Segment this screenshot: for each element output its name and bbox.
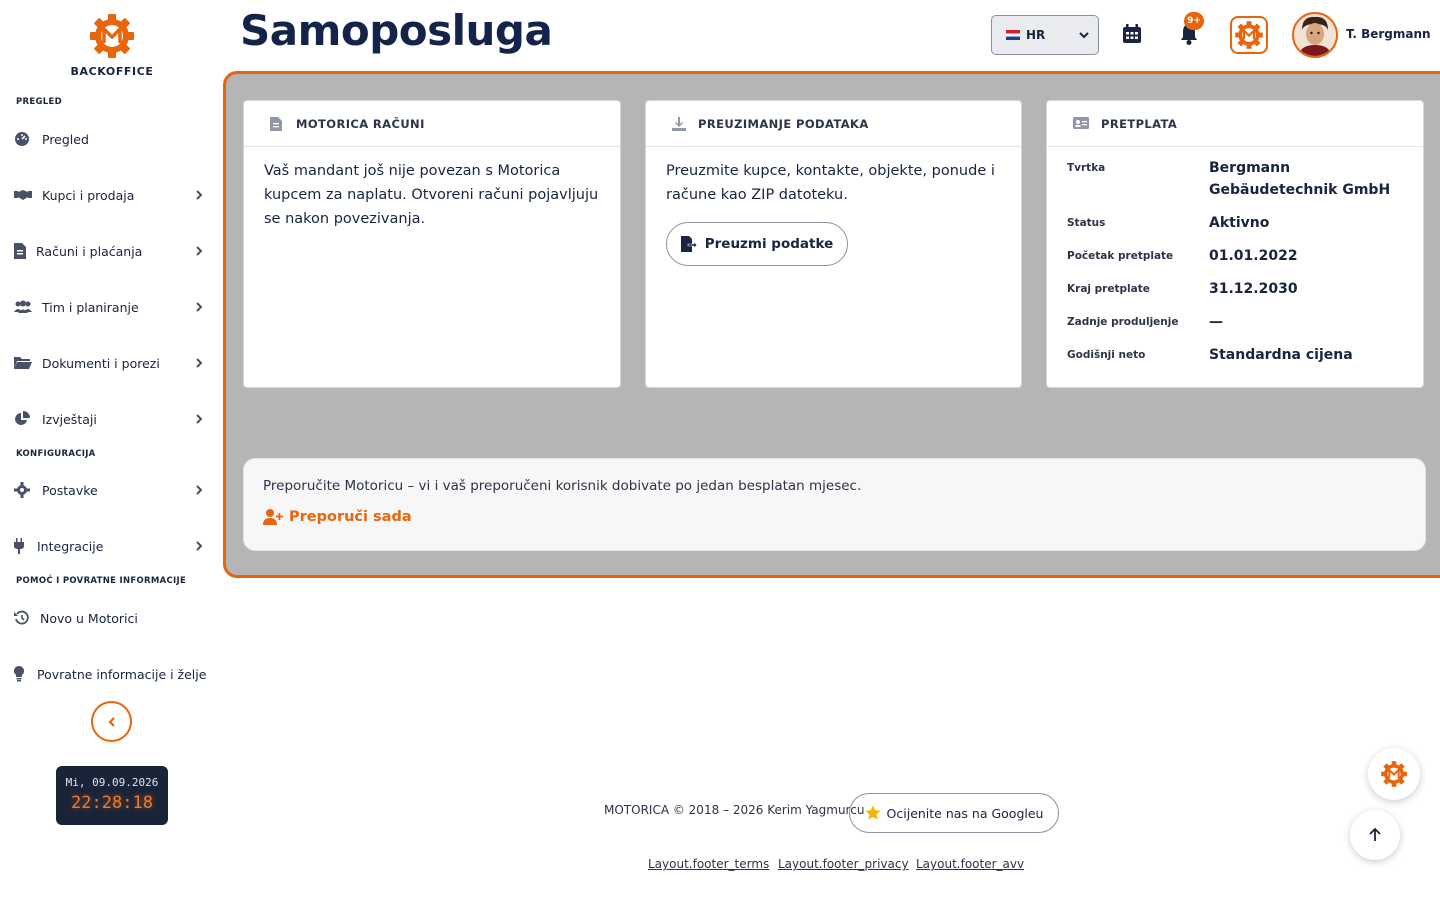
motorica-app-button[interactable]	[1230, 16, 1268, 54]
page-title: Samoposluga	[240, 6, 553, 55]
file-export-icon	[681, 236, 697, 252]
pie-chart-icon	[14, 411, 34, 427]
motorica-logo-icon[interactable]	[88, 12, 136, 60]
chevron-left-icon	[106, 716, 118, 728]
footer-link-terms[interactable]: Layout.footer_terms	[648, 857, 770, 871]
row-label: Zadnje produljenje	[1067, 316, 1179, 328]
card-title: MOTORICA RAČUNI	[296, 116, 425, 131]
footer-copyright: MOTORICA © 2018 – 2026 Kerim Yagmurcu	[604, 803, 865, 817]
logo-text: BACKOFFICE	[70, 65, 154, 78]
sidebar-item-postavke[interactable]	[14, 476, 210, 504]
motorica-logo-icon	[1234, 20, 1264, 50]
sidebar-item-racuni[interactable]	[14, 237, 210, 265]
chevron-right-icon	[192, 244, 206, 258]
row-value: Bergmann Gebäudetechnik GmbH	[1209, 160, 1391, 198]
notification-badge: 9+	[1184, 12, 1204, 30]
clock-time: 22:28:18	[71, 793, 153, 813]
folder-icon	[14, 355, 34, 371]
users-icon	[14, 299, 34, 315]
sidebar-item-label: Postavke	[42, 482, 98, 498]
row-label: Status	[1067, 217, 1106, 229]
footer-link-avv[interactable]: Layout.footer_avv	[916, 857, 1025, 871]
section-title-help: POMOĆ I POVRATNE INFORMACIJE	[16, 576, 187, 586]
sidebar-item-dokumenti[interactable]	[14, 349, 210, 377]
row-value: 01.01.2022	[1209, 248, 1298, 264]
language-select[interactable]	[991, 15, 1099, 55]
row-label: Godišnji neto	[1067, 349, 1146, 361]
main-content	[223, 71, 1440, 578]
card-text: Vaš mandant još nije povezan s Motorica kupcem za naplatu. Otvoreni računi pojavljuju se nakon povezivanja.	[264, 163, 599, 227]
row-value: —	[1209, 314, 1223, 330]
sidebar-item-label: Tim i planiranje	[42, 299, 139, 315]
footer-link-privacy[interactable]: Layout.footer_privacy	[778, 857, 909, 871]
sidebar-item-integracije[interactable]	[14, 532, 210, 560]
user-plus-icon	[263, 509, 283, 525]
row-value: 31.12.2030	[1209, 281, 1298, 297]
calendar-icon[interactable]	[1120, 22, 1144, 46]
croatia-flag-icon	[1006, 30, 1020, 40]
row-label: Kraj pretplate	[1067, 283, 1150, 295]
collapse-sidebar-button[interactable]	[91, 701, 132, 742]
card-title: PREUZIMANJE PODATAKA	[698, 116, 869, 131]
plug-icon	[14, 538, 29, 554]
chevron-right-icon	[192, 539, 206, 553]
lightbulb-icon	[14, 666, 29, 682]
row-value: Standardna cijena	[1209, 347, 1353, 363]
chevron-right-icon	[192, 356, 206, 370]
sidebar-item-label: Pregled	[42, 131, 89, 147]
sidebar-item-label: Integracije	[37, 538, 104, 554]
sidebar-item-label: Dokumenti i porezi	[42, 355, 160, 371]
arrow-up-icon	[1367, 827, 1383, 843]
row-label: Tvrtka	[1067, 162, 1106, 174]
sidebar-item-pregled[interactable]	[14, 125, 210, 153]
sidebar	[0, 0, 224, 900]
refer-now-label: Preporuči sada	[289, 509, 412, 525]
referral-banner	[243, 458, 1426, 551]
card-header	[646, 101, 1021, 147]
sidebar-item-kupci[interactable]	[14, 181, 210, 209]
id-card-icon	[1073, 117, 1089, 131]
history-icon	[14, 610, 32, 626]
motorica-assistant-button[interactable]	[1368, 748, 1420, 800]
scroll-to-top-button[interactable]	[1350, 810, 1400, 860]
invoices-card	[243, 100, 621, 388]
star-icon	[865, 805, 881, 821]
rate-google-label: Ocijenite nas na Googleu	[886, 805, 1044, 821]
avatar[interactable]	[1292, 12, 1338, 58]
gear-icon	[14, 482, 34, 498]
card-title: PRETPLATA	[1101, 116, 1178, 131]
download-data-button[interactable]	[666, 222, 848, 266]
gauge-icon	[14, 131, 34, 147]
download-data-label: Preuzmi podatke	[704, 236, 834, 252]
sidebar-item-label: Povratne informacije i želje	[37, 666, 207, 682]
sidebar-item-povratne[interactable]	[14, 660, 210, 688]
chevron-right-icon	[192, 412, 206, 426]
refer-now-link[interactable]	[263, 509, 412, 525]
chevron-right-icon	[192, 300, 206, 314]
chevron-right-icon	[192, 483, 206, 497]
download-icon	[672, 117, 686, 131]
chevron-down-icon	[1078, 29, 1090, 41]
sidebar-item-izvjestaji[interactable]	[14, 405, 210, 433]
sidebar-item-label: Kupci i prodaja	[42, 187, 135, 203]
card-header	[244, 101, 620, 147]
clock-date: Mi, 09.09.2026	[65, 776, 159, 789]
invoice-icon	[14, 243, 28, 259]
section-title-configuration: KONFIGURACIJA	[16, 449, 96, 459]
rate-google-button[interactable]	[849, 793, 1059, 833]
row-value: Aktivno	[1209, 215, 1270, 231]
user-name[interactable]: T. Bergmann	[1346, 27, 1431, 41]
motorica-logo-icon	[1380, 760, 1408, 788]
chevron-right-icon	[192, 188, 206, 202]
sidebar-item-label: Računi i plaćanja	[36, 243, 143, 259]
sidebar-item-label: Izvještaji	[42, 411, 97, 427]
sidebar-item-label: Novo u Motorici	[40, 610, 138, 626]
subscription-card	[1046, 100, 1424, 388]
card-header	[1047, 101, 1423, 147]
download-card	[645, 100, 1022, 388]
language-value: HR	[1026, 28, 1046, 42]
referral-text: Preporučite Motoricu – vi i vaš preporučeni korisnik dobivate po jedan besplatan mjesec.	[263, 478, 862, 494]
card-text: Preuzmite kupce, kontakte, objekte, ponude i račune kao ZIP datoteku.	[666, 163, 995, 203]
document-icon	[270, 117, 284, 131]
handshake-icon	[14, 187, 34, 203]
sidebar-item-novo[interactable]	[14, 604, 210, 632]
sidebar-item-tim[interactable]	[14, 293, 210, 321]
row-label: Početak pretplate	[1067, 250, 1174, 262]
section-title-overview: PREGLED	[16, 97, 62, 107]
digital-clock	[56, 766, 168, 825]
